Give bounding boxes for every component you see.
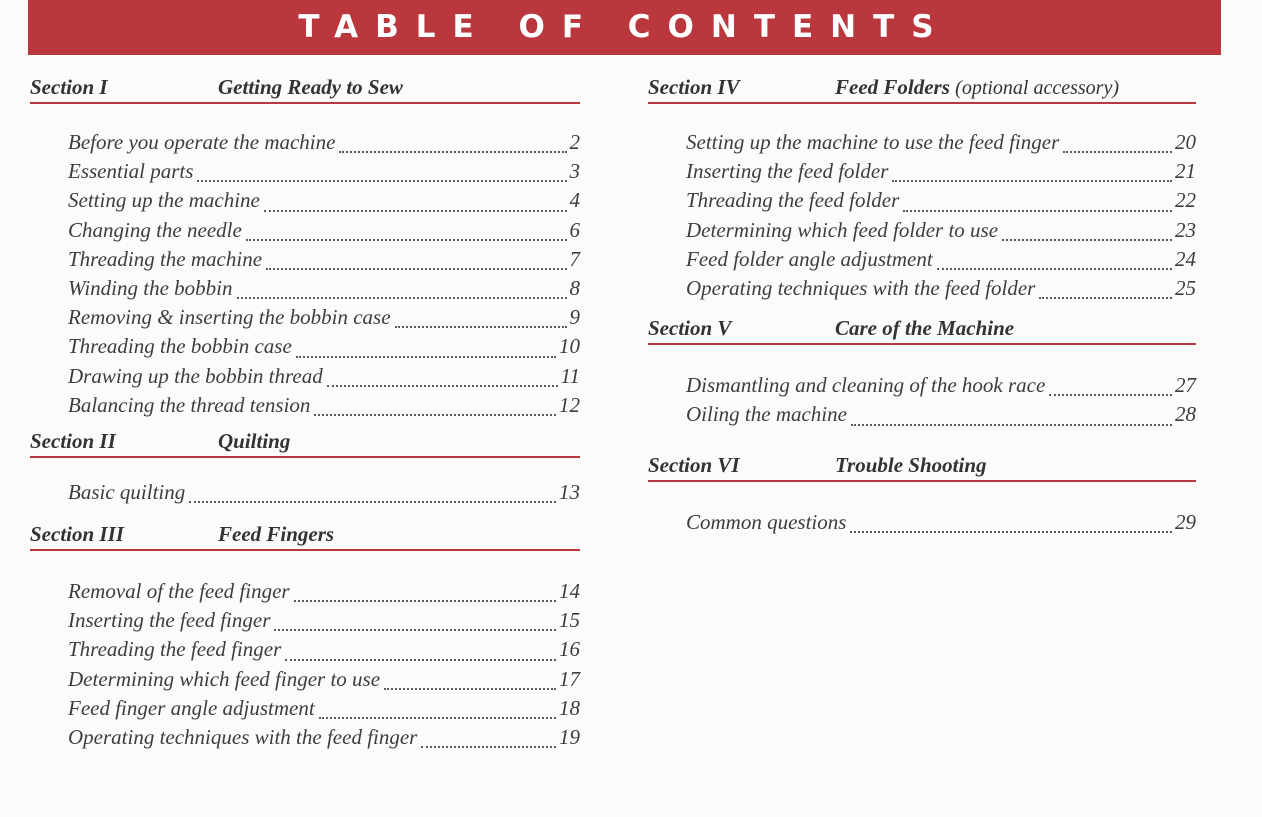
entry-page: 2	[569, 130, 580, 154]
entry-page: 14	[559, 579, 580, 604]
section-2	[30, 422, 580, 509]
section-heading	[30, 422, 580, 458]
section-title: Care of the Machine	[835, 316, 1015, 341]
entry-label: Removal of the feed finger	[68, 579, 290, 604]
section-4	[648, 68, 1196, 305]
toc-entry[interactable]	[68, 159, 580, 188]
entry-page: 25	[1175, 275, 1196, 300]
dot-leader	[266, 268, 566, 270]
entry-label: Winding the bobbin	[68, 275, 233, 300]
dot-leader	[327, 385, 558, 387]
entry-page: 22	[1175, 188, 1196, 213]
toc-entry[interactable]	[68, 667, 580, 696]
toc-banner	[28, 0, 1221, 55]
dot-leader	[384, 688, 556, 690]
toc-entry[interactable]	[68, 725, 580, 754]
dot-leader	[850, 531, 1172, 533]
dot-leader	[1049, 394, 1172, 396]
section-3	[30, 515, 580, 754]
entry-label: Inserting the feed folder	[686, 159, 889, 184]
entry-label: Essential parts	[68, 159, 194, 184]
entry-page: 28	[1175, 402, 1196, 427]
entry-page: 10	[559, 334, 580, 359]
dot-leader	[296, 356, 556, 358]
toc-entry[interactable]	[68, 696, 580, 725]
entry-page: 19	[559, 725, 580, 749]
dot-leader	[421, 746, 556, 748]
dot-leader	[892, 180, 1172, 182]
toc-entry[interactable]	[68, 305, 580, 334]
dot-leader	[285, 659, 556, 661]
entry-label: Oiling the machine	[686, 402, 847, 427]
entry-page: 9	[569, 305, 580, 330]
section-heading	[30, 68, 580, 104]
entry-list	[648, 130, 1196, 305]
entry-label: Feed finger angle adjustment	[68, 695, 315, 720]
dot-leader	[1002, 239, 1172, 241]
entry-label: Before you operate the machine	[68, 130, 336, 154]
section-label: Section I	[30, 75, 108, 99]
entry-label: Operating techniques with the feed folder	[686, 275, 1036, 300]
toc-entry[interactable]	[68, 334, 580, 363]
section-6	[648, 446, 1196, 539]
toc-entry[interactable]	[68, 188, 580, 217]
entry-page: 18	[559, 695, 580, 720]
dot-leader	[319, 717, 556, 719]
toc-entry[interactable]	[68, 218, 580, 247]
section-heading	[648, 68, 1196, 104]
section-title: Feed Fingers	[218, 522, 335, 547]
section-title: Getting Ready to Sew	[218, 75, 403, 99]
dot-leader	[851, 424, 1172, 426]
entry-page: 8	[569, 275, 580, 300]
section-title: Quilting	[218, 428, 291, 453]
section-note: (optional accessory)	[955, 77, 1120, 99]
entry-list	[30, 130, 580, 422]
entry-label: Setting up the machine	[68, 188, 260, 213]
section-heading	[648, 309, 1196, 345]
entry-label: Determining which feed finger to use	[68, 666, 381, 691]
dot-leader	[339, 151, 566, 153]
toc-entry[interactable]	[68, 247, 580, 276]
right-column	[648, 68, 1196, 539]
entry-page: 24	[1175, 246, 1196, 271]
entry-page: 11	[560, 363, 580, 388]
section-label: Section II	[30, 428, 116, 453]
entry-label: Balancing the thread tension	[68, 392, 311, 417]
entry-page: 16	[559, 637, 580, 662]
toc-entry[interactable]	[68, 608, 580, 637]
entry-label: Threading the feed folder	[686, 188, 900, 213]
section-title: Feed Folders (optional accessory)	[835, 75, 1120, 99]
toc-entry[interactable]	[68, 637, 580, 666]
toc-entry[interactable]	[68, 393, 580, 422]
toc-entry[interactable]	[686, 402, 1196, 431]
dot-leader	[1039, 297, 1172, 299]
toc-entry[interactable]	[68, 364, 580, 393]
section-title: Trouble Shooting	[835, 452, 987, 477]
entry-page: 17	[559, 666, 580, 691]
toc-entry[interactable]	[686, 276, 1196, 305]
toc-entry[interactable]	[686, 188, 1196, 217]
toc-entry[interactable]	[686, 247, 1196, 276]
entry-label: Drawing up the bobbin thread	[68, 363, 323, 388]
dot-leader	[189, 501, 556, 503]
entry-page: 12	[559, 392, 580, 417]
section-5	[648, 309, 1196, 431]
entry-page: 3	[569, 159, 580, 184]
toc-entry[interactable]	[686, 373, 1196, 402]
entry-label: Operating techniques with the feed finger	[68, 725, 418, 749]
entry-page: 27	[1175, 373, 1196, 398]
entry-label: Determining which feed folder to use	[686, 217, 999, 242]
section-heading	[30, 515, 580, 551]
entry-page: 13	[559, 479, 580, 504]
entry-label: Removing & inserting the bobbin case	[68, 305, 391, 330]
entry-label: Threading the machine	[68, 246, 263, 271]
dot-leader	[264, 210, 567, 212]
left-column	[30, 68, 580, 754]
entry-label: Common questions	[686, 509, 847, 534]
entry-page: 6	[569, 217, 580, 242]
section-label: Section III	[30, 522, 124, 547]
section-label: Section IV	[648, 75, 740, 99]
toc-entry[interactable]	[68, 276, 580, 305]
section-label: Section V	[648, 316, 732, 341]
dot-leader	[395, 326, 567, 328]
entry-label: Changing the needle	[68, 217, 242, 242]
toc-entry[interactable]	[686, 130, 1196, 159]
entry-page: 20	[1175, 130, 1196, 154]
toc-entry[interactable]	[686, 159, 1196, 188]
entry-label: Threading the bobbin case	[68, 334, 292, 359]
entry-label: Threading the feed finger	[68, 637, 282, 662]
entry-label: Setting up the machine to use the feed finger	[686, 130, 1060, 154]
entry-label: Basic quilting	[68, 479, 186, 504]
dot-leader	[294, 600, 556, 602]
toc-entry[interactable]	[686, 218, 1196, 247]
dot-leader	[197, 180, 566, 182]
entry-list	[30, 480, 580, 509]
entry-page: 4	[569, 188, 580, 213]
dot-leader	[1063, 151, 1172, 153]
dot-leader	[237, 297, 567, 299]
entry-page: 21	[1175, 159, 1196, 184]
dot-leader	[903, 210, 1172, 212]
entry-page: 29	[1175, 509, 1196, 534]
entry-list	[648, 510, 1196, 539]
entry-list	[648, 373, 1196, 431]
entry-label: Inserting the feed finger	[68, 608, 271, 633]
dot-leader	[274, 629, 556, 631]
dot-leader	[314, 414, 556, 416]
toc-title: TABLE OF CONTENTS	[298, 9, 951, 45]
toc-entry[interactable]	[68, 480, 580, 509]
section-label: Section VI	[648, 452, 740, 477]
entry-list	[30, 579, 580, 754]
toc-entry[interactable]	[686, 510, 1196, 539]
toc-entry[interactable]	[68, 579, 580, 608]
section-heading	[648, 446, 1196, 482]
entry-page: 7	[569, 246, 580, 271]
toc-entry[interactable]	[68, 130, 580, 159]
entry-label: Feed folder angle adjustment	[686, 246, 933, 271]
entry-page: 23	[1175, 217, 1196, 242]
entry-page: 15	[559, 608, 580, 633]
dot-leader	[937, 268, 1172, 270]
section-1	[30, 68, 580, 422]
dot-leader	[246, 239, 567, 241]
entry-label: Dismantling and cleaning of the hook race	[686, 373, 1046, 398]
